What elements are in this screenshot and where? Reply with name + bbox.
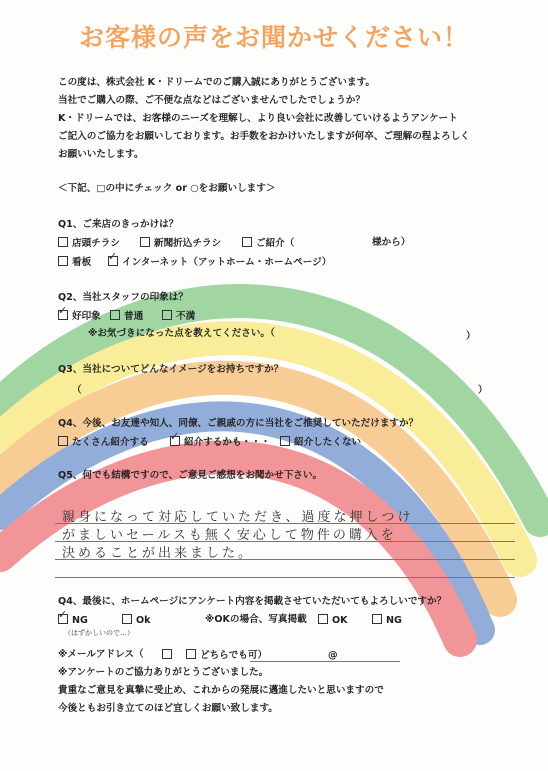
q4-recommend-question: Q4、今後、お友達や知人、同僚、ご親戚の方に当社をご推奨していただけますか？ [58, 418, 419, 429]
checkbox[interactable] [140, 237, 150, 247]
answer-line [55, 577, 515, 578]
q3-close: ） [478, 385, 488, 396]
q4-publish-option-ok[interactable]: Ok [122, 614, 151, 627]
checkbox-checked[interactable] [108, 256, 118, 266]
q1-question: Q1、ご来店のきっかけは？ [58, 219, 179, 230]
email-at-sign: @ [328, 650, 338, 661]
checkbox[interactable] [372, 614, 382, 624]
q2-option-normal[interactable]: 普通 [110, 310, 143, 323]
checkbox-checked[interactable] [58, 310, 68, 320]
q2-option-good[interactable]: ✓好印象 [58, 310, 101, 323]
intro-line: この度は、株式会社 K・ドリームでのご購入誠にありがとうございます。 [58, 77, 376, 88]
closing-line: ※アンケートのご協力ありがとうございました。 [58, 667, 269, 678]
q5-question: Q5、何でも結構ですので、ご意見ご感想をお聞かせ下さい。 [58, 470, 323, 481]
q1-option-internet[interactable]: ✓ インターネット（アットホーム・ホームページ） [108, 256, 331, 269]
q5-answer-line: 決めることが出来ました。 [62, 546, 255, 561]
q4-option-recommend-a-lot[interactable]: たくさん紹介する [58, 436, 149, 449]
checkbox[interactable] [58, 237, 68, 247]
instruction-text: ＜下記、□の中にチェック or ○をお願いします＞ [58, 183, 276, 194]
q5-answer-line: 親身になって対応していただき、過度な押しつけ [62, 510, 414, 525]
checkbox-checked[interactable] [58, 614, 68, 624]
photo-option-ng[interactable]: NG [372, 614, 402, 627]
q2-note: ※お気づきになった点を教えてください。（ [88, 328, 275, 339]
checkbox[interactable] [162, 310, 172, 320]
closing-line: 貴重なご意見を真摯に受止め、これからの発展に邁進したいと思いますので [58, 685, 384, 696]
checkbox[interactable] [122, 614, 132, 624]
handwritten-note: （はずかしいので…） [64, 629, 134, 637]
intro-line: K・ドリームでは、お客様のニーズを理解し、より良い会社に改善していけるようアンケート [58, 113, 458, 124]
email-label: ※メールアドレス（ [58, 649, 144, 660]
email-option-2[interactable]: どちらでも可） [186, 649, 267, 662]
intro-line: ご記入のご協力をお願いしております。お手数をおかけいたしますが何卒、ご理解の程よろしく [58, 131, 470, 142]
intro-line: 当社でご購入の際、ご不便な点などはございませんでしたでしょうか？ [58, 95, 365, 106]
photo-option-ok[interactable]: OK [318, 614, 348, 627]
intro-line: お願いいたします。 [58, 149, 144, 160]
q4-publish-option-ng[interactable]: ✓NG [58, 614, 88, 627]
q3-question: Q3、当社についてどんなイメージをお持ちですか？ [58, 364, 284, 375]
checkbox[interactable] [58, 436, 68, 446]
checkbox[interactable] [280, 436, 290, 446]
q4-publish-question: Q4、最後に、ホームページにアンケート内容を掲載させていただいてもよろしいですか？ [58, 596, 447, 607]
closing-line: 今後ともお引き立てのほど宜しくお願い致します。 [58, 703, 278, 714]
q1-referral-suffix: 様から） [372, 237, 411, 248]
checkbox[interactable] [58, 256, 68, 266]
email-field-line[interactable] [250, 661, 400, 662]
checkbox[interactable] [318, 614, 328, 624]
checkbox[interactable] [162, 649, 172, 659]
page-title: お客様の声をお聞かせください！ [78, 23, 469, 52]
q2-note-close: ） [466, 331, 476, 342]
q1-option-referral[interactable]: ご紹介（ [242, 237, 294, 250]
checkbox[interactable] [242, 237, 252, 247]
q2-option-dissatisfied[interactable]: 不満 [162, 310, 195, 323]
q1-option-newspaper-flyer[interactable]: 新聞折込チラシ [140, 237, 221, 250]
q4-option-not-recommend[interactable]: 紹介したくない [280, 436, 361, 449]
checkbox-checked[interactable] [170, 436, 180, 446]
q5-answer-line: がましいセールスも無く安心して物件の購入を [62, 528, 397, 543]
q2-question: Q2、当社スタッフの印象は？ [58, 292, 188, 303]
q4-option-maybe[interactable]: ✓ 紹介するかも・・・ [170, 436, 270, 449]
q1-option-storefront-flyer[interactable]: 店頭チラシ [58, 237, 120, 250]
checkbox[interactable] [186, 649, 196, 659]
q1-option-signboard[interactable]: 看板 [58, 256, 91, 269]
checkbox[interactable] [110, 310, 120, 320]
photo-label: ※OKの場合、写真掲載 [205, 614, 307, 625]
email-option-1[interactable] [162, 649, 176, 662]
q3-open: （ [72, 385, 82, 396]
